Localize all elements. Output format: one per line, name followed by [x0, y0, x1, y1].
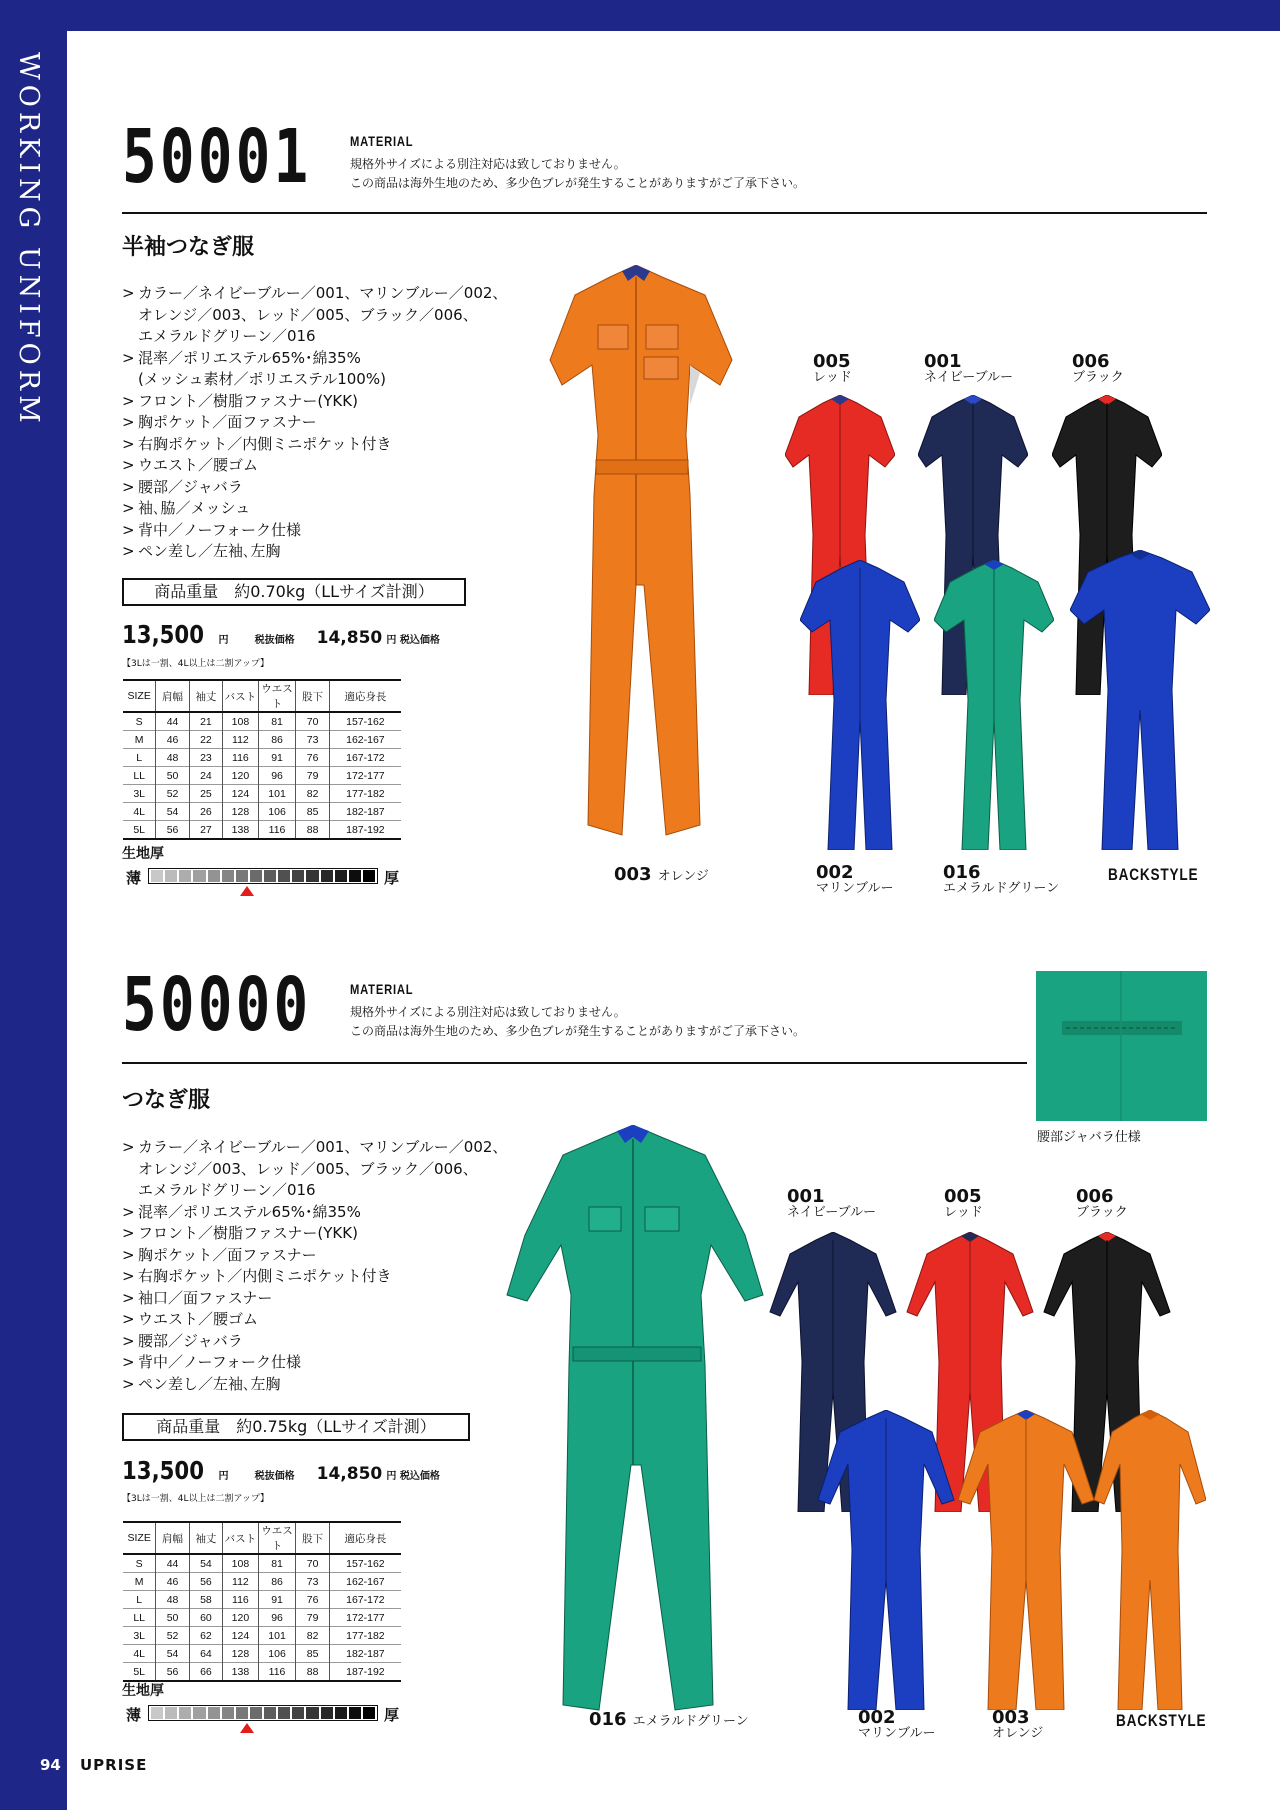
price-unit: 円 — [218, 635, 229, 646]
waist-detail-photo — [1036, 971, 1207, 1121]
size-table-cell: 120 — [223, 767, 259, 785]
size-table-row — [123, 1609, 401, 1627]
color-code: 016 — [589, 1709, 627, 1730]
price-line — [122, 1456, 440, 1485]
size-table-cell: 172-177 — [329, 1609, 401, 1627]
size-table-cell: 86 — [258, 1573, 296, 1591]
size-table-cell: L — [136, 1593, 143, 1606]
size-table-cell: 91 — [258, 1591, 296, 1609]
size-table-cell: 162-167 — [329, 731, 401, 749]
size-note: 【3Lは一割、4L以上は二割アップ】 — [122, 1494, 269, 1504]
size-table-cell: 54 — [156, 803, 189, 821]
coverall-green-photo — [505, 1125, 765, 1715]
color-code: 002 — [816, 862, 854, 883]
feature-item-continued: オレンジ／003、レッド／005、ブラック／006、 — [138, 1159, 478, 1178]
main-color-caption — [589, 1709, 749, 1730]
size-table-cell: 128 — [223, 803, 259, 821]
thickness-segment — [250, 1707, 262, 1719]
feature-item: > ペン差し／左袖､左胸 — [122, 541, 507, 563]
size-table-cell: 162-167 — [329, 1573, 401, 1591]
size-table-cell: 50 — [156, 767, 189, 785]
size-table-cell: 167-172 — [329, 1591, 401, 1609]
size-table-cell: 177-182 — [329, 785, 401, 803]
size-table-header: 袖丈 — [189, 1522, 222, 1554]
material-note-line: 規格外サイズによる別注対応は致しておりません。 — [350, 157, 626, 171]
thickness-marker — [240, 1723, 254, 1733]
size-table-row — [123, 1554, 401, 1573]
material-note-line: この商品は海外生地のため、多少色ブレが発生することがありますがご了承下さい。 — [350, 1024, 806, 1038]
size-table-cell: 73 — [296, 1573, 329, 1591]
size-table-cell: 76 — [296, 749, 329, 767]
size-table-cell: 106 — [258, 1645, 296, 1663]
size-table — [123, 1521, 401, 1682]
size-table-cell: 85 — [296, 803, 329, 821]
material-label: MATERIAL — [350, 133, 414, 149]
feature-item: > 袖､脇／メッシュ — [122, 498, 507, 520]
feature-item: > 右胸ポケット／内側ミニポケット付き — [122, 1266, 507, 1288]
size-table-cell: 27 — [189, 821, 222, 840]
size-table-header: SIZE — [123, 1522, 156, 1554]
material-note-line: 規格外サイズによる別注対応は致しておりません。 — [350, 1005, 626, 1019]
divider-rule — [122, 1062, 1027, 1064]
size-table-cell: 128 — [223, 1645, 259, 1663]
size-table-cell: 46 — [156, 731, 189, 749]
size-table-cell: 81 — [258, 1554, 296, 1573]
size-table-cell: 172-177 — [329, 767, 401, 785]
size-table-cell: 56 — [189, 1573, 222, 1591]
size-table-cell: 91 — [258, 749, 296, 767]
size-table-cell: 52 — [156, 785, 189, 803]
coverall-backstyle-photo — [1094, 1410, 1206, 1710]
size-table-cell: 73 — [296, 731, 329, 749]
size-table-cell: 124 — [223, 1627, 259, 1645]
size-table-row — [123, 1663, 401, 1682]
price-incl-label: 円 税込価格 — [386, 1471, 440, 1482]
color-code: 005 — [944, 1186, 982, 1207]
coverall-orange-photo — [956, 1410, 1096, 1710]
feature-item-continued: (メッシュ素材／ポリエステル100%) — [138, 370, 386, 388]
color-name: ネイビーブルー — [924, 370, 1014, 385]
size-table-cell: 124 — [223, 785, 259, 803]
price-tax-label: 税抜価格 — [254, 1471, 295, 1482]
size-table-cell: 23 — [189, 749, 222, 767]
size-table-cell: M — [134, 733, 144, 746]
size-table-cell: L — [136, 751, 143, 764]
feature-item: > 混率／ポリエステル65%･綿35% — [122, 348, 507, 370]
size-table-cell: 79 — [296, 767, 329, 785]
color-code: 003 — [992, 1707, 1030, 1728]
size-table-cell: 182-187 — [329, 803, 401, 821]
size-table-cell: 4L — [133, 1647, 146, 1660]
material-label: MATERIAL — [350, 981, 414, 997]
feature-item-continued: オレンジ／003、レッド／005、ブラック／006、 — [138, 305, 478, 324]
price-incl-value: 14,850 — [316, 1464, 383, 1484]
size-table-cell: 54 — [156, 1645, 189, 1663]
size-table-cell: 5L — [133, 1665, 146, 1678]
weight-box: 商品重量 約0.75kg（LLサイズ計測） — [122, 1413, 470, 1441]
thickness-segment — [335, 1707, 347, 1719]
color-code: 006 — [1072, 351, 1110, 372]
color-code: 001 — [787, 1186, 825, 1207]
size-table-cell: 116 — [223, 1591, 259, 1609]
color-name: マリンブルー — [816, 881, 894, 896]
thickness-segment — [278, 1707, 290, 1719]
thin-label: 薄 — [126, 869, 142, 887]
size-table-row — [123, 1645, 401, 1663]
model-number: 50001 — [122, 114, 312, 200]
size-table-cell: M — [134, 1575, 144, 1588]
feature-item: > 胸ポケット／面ファスナー — [122, 1245, 507, 1267]
size-table-cell: LL — [133, 1611, 146, 1624]
color-name: レッド — [813, 370, 852, 385]
size-table-cell: 24 — [189, 767, 222, 785]
color-code: 006 — [1076, 1186, 1114, 1207]
size-table-cell: 86 — [258, 731, 296, 749]
sidebar-title: WORKING UNIFORM — [13, 52, 44, 428]
size-table-cell: 64 — [189, 1645, 222, 1663]
size-table-cell: 187-192 — [329, 1663, 401, 1682]
thickness-label: 生地厚 — [122, 846, 164, 862]
size-table-cell: 70 — [296, 1554, 329, 1573]
feature-item: > カラー／ネイビーブルー／001、マリンブルー／002、 — [122, 1137, 507, 1159]
color-caption — [992, 1709, 1043, 1741]
size-table-cell: 82 — [296, 1627, 329, 1645]
color-name: ブラック — [1072, 370, 1124, 385]
feature-item: > フロント／樹脂ファスナー(YKK) — [122, 391, 507, 413]
size-table-cell: 58 — [189, 1591, 222, 1609]
product-title: 半袖つなぎ服 — [122, 235, 255, 260]
size-table-cell: 187-192 — [329, 821, 401, 840]
size-table-cell: 4L — [133, 805, 146, 818]
size-table-cell: 101 — [258, 1627, 296, 1645]
thickness-segment — [208, 1707, 220, 1719]
size-table-cell: 5L — [133, 823, 146, 836]
weight-box: 商品重量 約0.70kg（LLサイズ計測） — [122, 578, 466, 606]
feature-item: > 腰部／ジャバラ — [122, 477, 507, 499]
color-name: ブラック — [1076, 1205, 1128, 1220]
backstyle-label: BACKSTYLE — [1108, 865, 1199, 884]
feature-list — [122, 1137, 507, 1395]
price-incl-value: 14,850 — [316, 628, 383, 648]
size-table-cell: 88 — [296, 1663, 329, 1682]
product-title: つなぎ服 — [122, 1088, 211, 1113]
size-table-cell: 46 — [156, 1573, 189, 1591]
color-caption — [787, 1188, 876, 1220]
size-table-cell: 79 — [296, 1609, 329, 1627]
thickness-segment — [165, 1707, 177, 1719]
size-table-row — [123, 1573, 401, 1591]
size-table-cell: 157-162 — [329, 712, 401, 731]
color-caption — [858, 1709, 935, 1741]
size-table-header: バスト — [223, 1522, 259, 1554]
thick-label: 厚 — [384, 1706, 400, 1724]
size-table-cell: 81 — [258, 712, 296, 731]
size-table-header: ウエスト — [258, 680, 296, 712]
size-table-cell: 120 — [223, 1609, 259, 1627]
size-table-cell: 96 — [258, 767, 296, 785]
size-note: 【3Lは一割、4L以上は二割アップ】 — [122, 659, 269, 669]
color-code: 016 — [943, 862, 981, 883]
thickness-label: 生地厚 — [122, 1683, 164, 1699]
thickness-segment — [363, 1707, 375, 1719]
size-table-cell: 21 — [189, 712, 222, 731]
size-table-cell: 177-182 — [329, 1627, 401, 1645]
size-table-cell: 3L — [133, 787, 146, 800]
page-number: 94 — [40, 1756, 61, 1774]
feature-item: > カラー／ネイビーブルー／001、マリンブルー／002、 — [122, 283, 507, 305]
price-value: 13,500 — [122, 620, 205, 649]
size-table-cell: 66 — [189, 1663, 222, 1682]
size-table-cell: 52 — [156, 1627, 189, 1645]
size-table-header: 肩幅 — [156, 1522, 189, 1554]
thickness-segment — [222, 1707, 234, 1719]
size-table-cell: 85 — [296, 1645, 329, 1663]
size-table-header: SIZE — [123, 680, 156, 712]
size-table-cell: 108 — [223, 712, 259, 731]
color-name: ネイビーブルー — [787, 1205, 877, 1220]
color-name: マリンブルー — [858, 1726, 936, 1741]
size-table-cell: 56 — [156, 821, 189, 840]
size-table-cell: 116 — [223, 749, 259, 767]
material-note-line: この商品は海外生地のため、多少色ブレが発生することがありますがご了承下さい。 — [350, 176, 806, 190]
thin-label: 薄 — [126, 1706, 142, 1724]
color-name: エメラルドグリーン — [943, 881, 1060, 896]
feature-item: > 背中／ノーフォーク仕様 — [122, 520, 507, 542]
color-code: 001 — [924, 351, 962, 372]
thickness-segment — [306, 1707, 318, 1719]
size-table-cell: LL — [133, 769, 146, 782]
feature-item-continued: エメラルドグリーン／016 — [138, 1181, 316, 1199]
thickness-bar — [148, 1705, 378, 1721]
color-name: レッド — [944, 1205, 983, 1220]
color-name: エメラルドグリーン — [632, 1714, 749, 1729]
size-table-header: 適応身長 — [329, 1522, 401, 1554]
color-name: オレンジ — [657, 869, 709, 884]
feature-item: > ペン差し／左袖､左胸 — [122, 1374, 507, 1396]
feature-item: > ウエスト／腰ゴム — [122, 1309, 507, 1331]
size-table-cell: 182-187 — [329, 1645, 401, 1663]
size-table-cell: S — [135, 1557, 143, 1570]
feature-item: > ウエスト／腰ゴム — [122, 455, 507, 477]
size-table-cell: 101 — [258, 785, 296, 803]
thickness-scale — [122, 1703, 412, 1733]
size-table-header-row — [123, 1522, 401, 1554]
color-code: 002 — [858, 1707, 896, 1728]
size-table-header: バスト — [223, 680, 259, 712]
feature-item: > 混率／ポリエステル65%･綿35% — [122, 1202, 507, 1224]
size-table-cell: 44 — [156, 712, 189, 731]
size-table-cell: 62 — [189, 1627, 222, 1645]
size-table-header: 肩幅 — [156, 680, 189, 712]
size-table-cell: 112 — [223, 731, 259, 749]
color-caption — [944, 1188, 983, 1220]
color-caption — [1076, 1188, 1128, 1220]
size-table-cell: 48 — [156, 1591, 189, 1609]
color-name: オレンジ — [992, 1726, 1044, 1741]
size-table-cell: 82 — [296, 785, 329, 803]
size-table-cell: 96 — [258, 1609, 296, 1627]
price-tax-label: 税抜価格 — [254, 635, 295, 646]
size-table-cell: 56 — [156, 1663, 189, 1682]
thickness-segment — [151, 1707, 163, 1719]
size-table-header: 適応身長 — [329, 680, 401, 712]
color-code: 003 — [614, 864, 652, 885]
model-number: 50000 — [122, 962, 312, 1048]
size-table-cell: 112 — [223, 1573, 259, 1591]
size-table-header: 股下 — [296, 1522, 329, 1554]
feature-item: > 胸ポケット／面ファスナー — [122, 412, 507, 434]
size-table-cell: 108 — [223, 1554, 259, 1573]
price-value: 13,500 — [122, 1456, 205, 1485]
thickness-segment — [193, 1707, 205, 1719]
size-table-cell: 138 — [223, 1663, 259, 1682]
size-table-cell: 3L — [133, 1629, 146, 1642]
thickness-segment — [236, 1707, 248, 1719]
size-table-cell: 116 — [258, 1663, 296, 1682]
size-table-header: ウエスト — [258, 1522, 296, 1554]
feature-item: > 腰部／ジャバラ — [122, 1331, 507, 1353]
size-table-cell: S — [135, 715, 143, 728]
thickness-segment — [179, 1707, 191, 1719]
thick-label: 厚 — [384, 869, 400, 887]
price-unit: 円 — [218, 1471, 229, 1482]
thickness-segment — [292, 1707, 304, 1719]
feature-item: > フロント／樹脂ファスナー(YKK) — [122, 1223, 507, 1245]
feature-item: > 背中／ノーフォーク仕様 — [122, 1352, 507, 1374]
color-code: 005 — [813, 351, 851, 372]
size-table-cell: 54 — [189, 1554, 222, 1573]
size-table-cell: 167-172 — [329, 749, 401, 767]
size-table-cell: 26 — [189, 803, 222, 821]
size-table-cell: 157-162 — [329, 1554, 401, 1573]
backstyle-label: BACKSTYLE — [1116, 1711, 1207, 1730]
size-table-cell: 88 — [296, 821, 329, 840]
size-table-cell: 44 — [156, 1554, 189, 1573]
feature-item: > 右胸ポケット／内側ミニポケット付き — [122, 434, 507, 456]
size-table-cell: 50 — [156, 1609, 189, 1627]
size-table-cell: 22 — [189, 731, 222, 749]
size-table-cell: 106 — [258, 803, 296, 821]
thickness-segment — [321, 1707, 333, 1719]
brand-name: UPRISE — [80, 1756, 148, 1774]
size-table-cell: 60 — [189, 1609, 222, 1627]
feature-item: > 袖口／面ファスナー — [122, 1288, 507, 1310]
material-notes — [350, 1003, 805, 1041]
size-table-cell: 70 — [296, 712, 329, 731]
size-table-cell: 138 — [223, 821, 259, 840]
size-table-header: 股下 — [296, 680, 329, 712]
size-table-row — [123, 1591, 401, 1609]
size-table-cell: 25 — [189, 785, 222, 803]
price-incl-label: 円 税込価格 — [386, 635, 440, 646]
coverall-blue-photo — [816, 1410, 956, 1710]
size-table-row — [123, 1627, 401, 1645]
size-table-cell: 76 — [296, 1591, 329, 1609]
feature-item-continued: エメラルドグリーン／016 — [138, 327, 316, 345]
thickness-segment — [264, 1707, 276, 1719]
size-table-header: 袖丈 — [189, 680, 222, 712]
detail-caption: 腰部ジャバラ仕様 — [1037, 1130, 1141, 1145]
thickness-segment — [349, 1707, 361, 1719]
size-table-cell: 116 — [258, 821, 296, 840]
size-table-cell: 48 — [156, 749, 189, 767]
